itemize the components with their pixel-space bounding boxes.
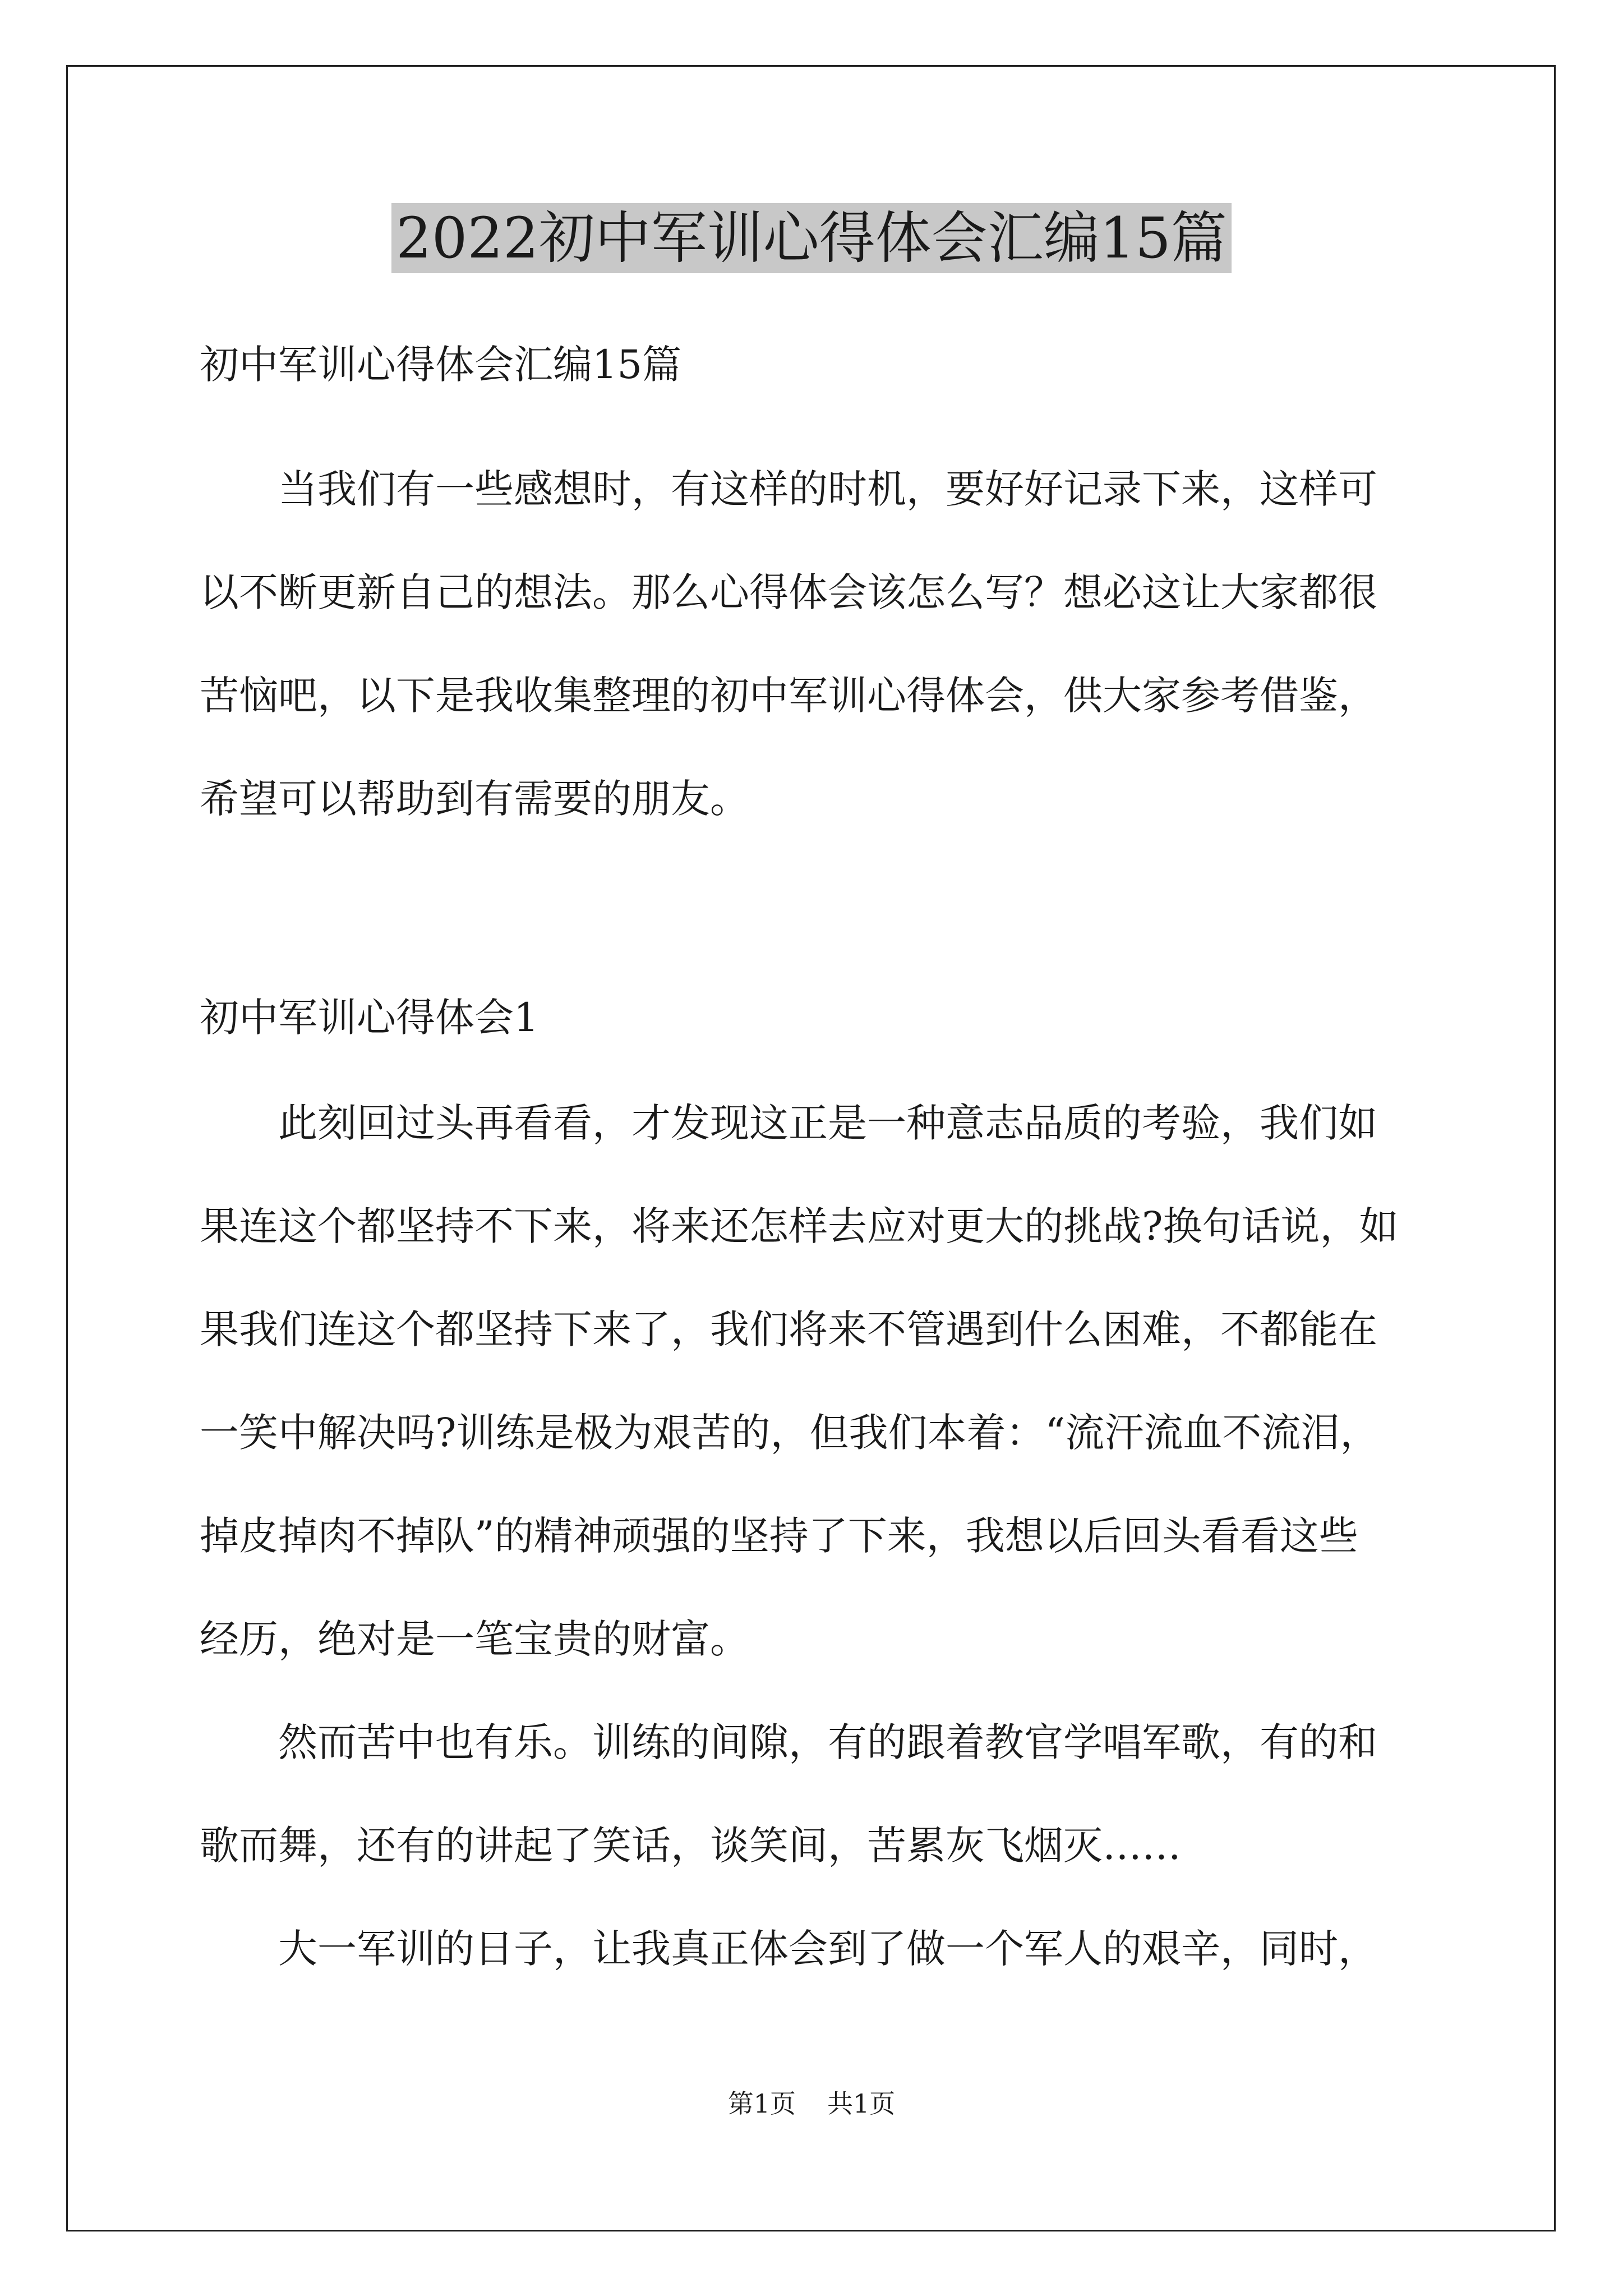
subtitle-line: 初中军训心得体会汇编15篇 xyxy=(200,342,682,388)
document-title-text: 2022初中军训心得体会汇编15篇 xyxy=(391,203,1232,273)
body-line-4: 一笑中解决吗?训练是极为艰苦的，但我们本着：“流汗流血不流泪， xyxy=(200,1410,1380,1456)
document-title xyxy=(0,199,1623,278)
page-total: 共1页 xyxy=(827,2088,896,2119)
body-line-1: 此刻回过头再看看，才发现这正是一种意志品质的考验，我们如 xyxy=(278,1100,1377,1146)
page-number: 第1页 xyxy=(727,2088,796,2119)
body-line-6: 经历，绝对是一笔宝贵的财富。 xyxy=(200,1616,749,1662)
body-line-7: 然而苦中也有乐。训练的间隙，有的跟着教官学唱军歌，有的和 xyxy=(278,1719,1377,1765)
intro-line-2: 以不断更新自己的想法。那么心得体会该怎么写？想必这让大家都很 xyxy=(200,569,1377,615)
intro-line-4: 希望可以帮助到有需要的朋友。 xyxy=(200,776,749,822)
intro-line-3: 苦恼吧，以下是我收集整理的初中军训心得体会，供大家参考借鉴， xyxy=(200,673,1377,719)
body-line-9: 大一军训的日子，让我真正体会到了做一个军人的艰辛，同时， xyxy=(278,1926,1377,1972)
body-line-8: 歌而舞，还有的讲起了笑话，谈笑间，苦累灰飞烟灭…… xyxy=(200,1823,1181,1869)
body-line-3: 果我们连这个都坚持下来了，我们将来不管遇到什么困难，不都能在 xyxy=(200,1306,1377,1352)
intro-line-1: 当我们有一些感想时，有这样的时机，要好好记录下来，这样可 xyxy=(278,466,1377,512)
section-heading-1: 初中军训心得体会1 xyxy=(200,995,539,1041)
page-footer xyxy=(0,2087,1623,2120)
body-line-2: 果连这个都坚持不下来，将来还怎样去应对更大的挑战?换句话说，如 xyxy=(200,1203,1399,1249)
body-line-5: 掉皮掉肉不掉队”的精神顽强的坚持了下来，我想以后回头看看这些 xyxy=(200,1513,1358,1559)
